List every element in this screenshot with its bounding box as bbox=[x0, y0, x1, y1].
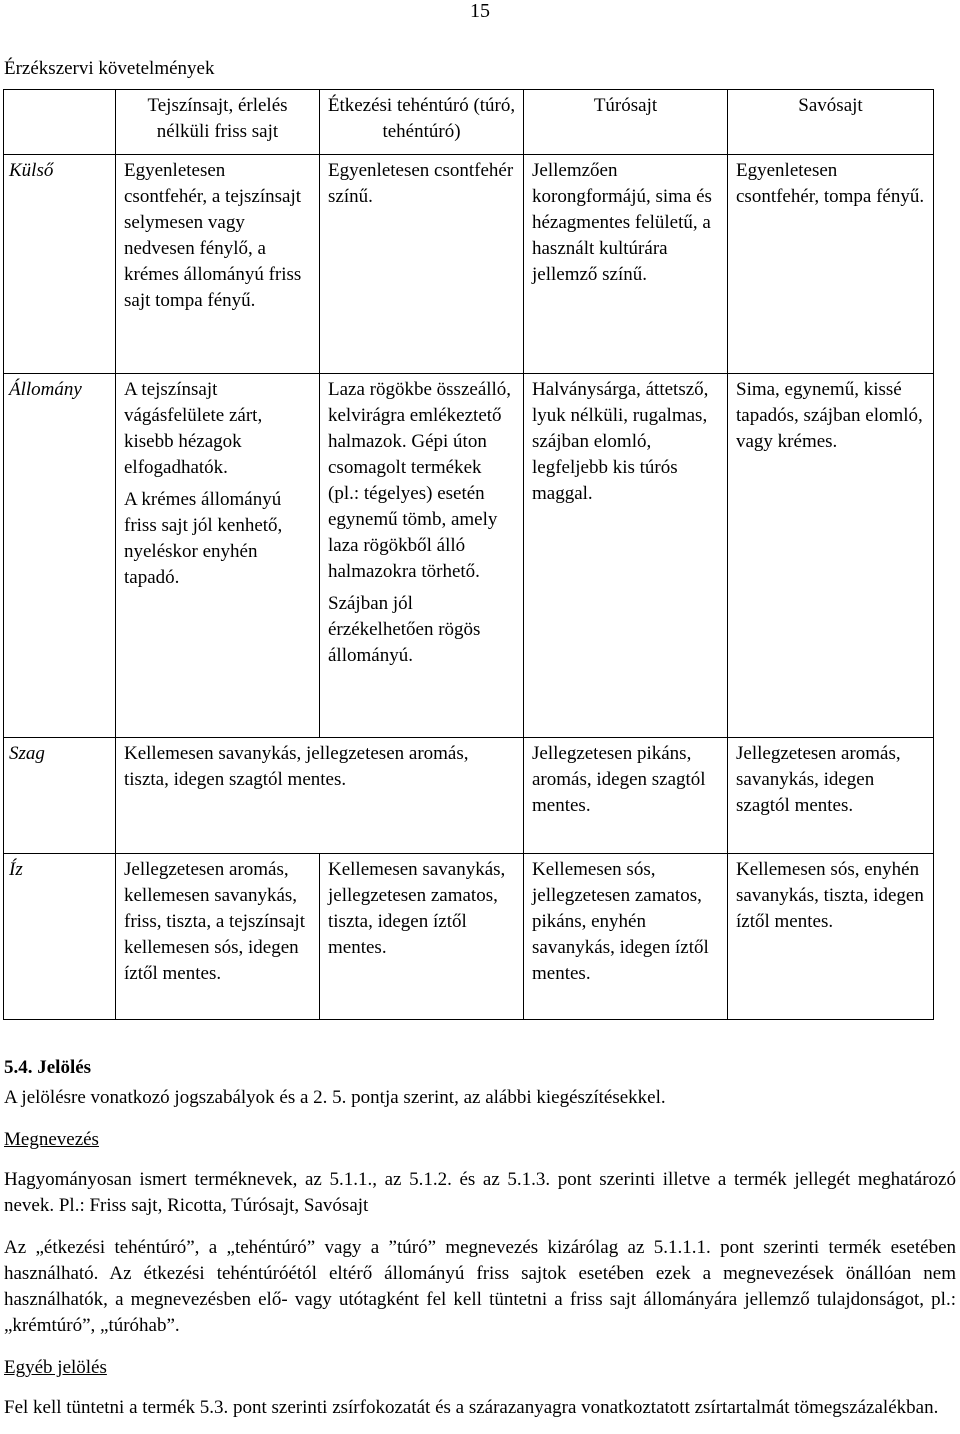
cell-kulso-tejszinsajt: Egyenletesen csontfehér, a tejszínsajt selymesen vagy nedvesen fénylő, a krémes állományú friss sajt tompa fényű. bbox=[116, 155, 320, 374]
cell-allomany-turosajt: Halványsárga, áttetsző, lyuk nélküli, rugalmas, szájban elomló, legfeljebb kis túrós maggal. bbox=[524, 374, 728, 738]
cell-kulso-savosajt: Egyenletesen csontfehér, tompa fényű. bbox=[728, 155, 934, 374]
row-label-allomany: Állomány bbox=[4, 374, 116, 738]
cell-iz-savosajt: Kellemesen sós, enyhén savanykás, tiszta, idegen íztől mentes. bbox=[728, 854, 934, 1020]
section-title: 5.4. Jelölés bbox=[4, 1057, 92, 1078]
header-savosajt: Savósajt bbox=[728, 90, 934, 155]
cell-kulso-turosajt: Jellemzően korongformájú, sima és hézagmentes felületű, a használt kultúrára jellemző színű. bbox=[524, 155, 728, 374]
cell-szag-savosajt: Jellegzetesen aromás, savanykás, idegen szagtól mentes. bbox=[728, 738, 934, 854]
cell-paragraph: A tejszínsajt vágásfelülete zárt, kisebb hézagok elfogadhatók. bbox=[124, 379, 263, 478]
table-row bbox=[4, 374, 934, 738]
section-intro: A jelölésre vonatkozó jogszabályok és a 2. 5. pontja szerint, az alábbi kiegészítésekkel. bbox=[4, 1087, 666, 1108]
section-heading: Érzékszervi követelmények bbox=[4, 58, 215, 79]
table-header-row bbox=[4, 90, 934, 155]
megnevezes-paragraph-2: Az „étkezési tehéntúró”, a „tehéntúró” vagy a ”túró” megnevezés kizárólag az 5.1.1.1. pont szerinti termék esetében használható. Az étkezési tehéntúróétól eltérő állományú friss sajtok esetében ezek a megnevezések önállóan nem használhatók, a megnevezésben elő- vagy utótagként fel kell tüntetni a friss sajt állományára jellemző tulajdonságot, pl.: „krémtúró”, „túróhab”. bbox=[4, 1237, 956, 1336]
cell-iz-tejszinsajt: Jellegzetesen aromás, kellemesen savanykás, friss, tiszta, a tejszínsajt kellemesen sós, idegen íztől mentes. bbox=[116, 854, 320, 1020]
header-tejszinsajt: Tejszínsajt, érlelés nélküli friss sajt bbox=[116, 90, 320, 155]
cell-paragraph: Szájban jól érzékelhetően rögös állományú. bbox=[328, 593, 481, 666]
cell-allomany-tejszinsajt bbox=[116, 374, 320, 738]
cell-paragraph: A krémes állományú friss sajt jól kenhető, nyeléskor enyhén tapadó. bbox=[124, 489, 283, 588]
cell-paragraph: Laza rögökbe összeálló, kelvirágra emlékeztető halmazok. Gépi úton csomagolt termékek (pl.: tégelyes) esetén egynemű tömb, amely laza rögökből álló halmazokra törhető. bbox=[328, 379, 512, 582]
cell-szag-tejszinsajt-tehenturo: Kellemesen savanykás, jellegzetesen aromás, tiszta, idegen szagtól mentes. bbox=[116, 738, 524, 854]
megnevezes-label: Megnevezés bbox=[4, 1129, 99, 1150]
cell-allomany-tehenturo bbox=[320, 374, 524, 738]
cell-iz-turosajt: Kellemesen sós, jellegzetesen zamatos, pikáns, enyhén savanykás, idegen íztől mentes. bbox=[524, 854, 728, 1020]
row-label-kulso: Külső bbox=[4, 155, 116, 374]
egyeb-jeloles-paragraph: Fel kell tüntetni a termék 5.3. pont szerinti zsírfokozatát és a szárazanyagra vonatkoztatott zsírtartalmát tömegszázalékban. bbox=[4, 1397, 939, 1418]
cell-kulso-tehenturo: Egyenletesen csontfehér színű. bbox=[320, 155, 524, 374]
table-row bbox=[4, 738, 934, 854]
header-turosajt: Túrósajt bbox=[524, 90, 728, 155]
table-row bbox=[4, 854, 934, 1020]
header-empty bbox=[4, 90, 116, 155]
cell-iz-tehenturo: Kellemesen savanykás, jellegzetesen zamatos, tiszta, idegen íztől mentes. bbox=[320, 854, 524, 1020]
header-tehenturo: Étkezési tehéntúró (túró, tehéntúró) bbox=[320, 90, 524, 155]
cell-szag-turosajt: Jellegzetesen pikáns, aromás, idegen szagtól mentes. bbox=[524, 738, 728, 854]
megnevezes-paragraph-1: Hagyományosan ismert terméknevek, az 5.1.1., az 5.1.2. és az 5.1.3. pont szerinti illetve a termék jellegét meghatározó nevek. Pl.: Friss sajt, Ricotta, Túrósajt, Savósajt bbox=[4, 1169, 956, 1216]
row-label-szag: Szag bbox=[4, 738, 116, 854]
sensory-requirements-table bbox=[3, 89, 934, 1020]
page-number: 15 bbox=[470, 0, 490, 22]
row-label-iz: Íz bbox=[4, 854, 116, 1020]
egyeb-jeloles-label: Egyéb jelölés bbox=[4, 1357, 107, 1378]
table-row bbox=[4, 155, 934, 374]
cell-allomany-savosajt: Sima, egynemű, kissé tapadós, szájban elomló, vagy krémes. bbox=[728, 374, 934, 738]
section-5-4 bbox=[4, 1055, 956, 1421]
